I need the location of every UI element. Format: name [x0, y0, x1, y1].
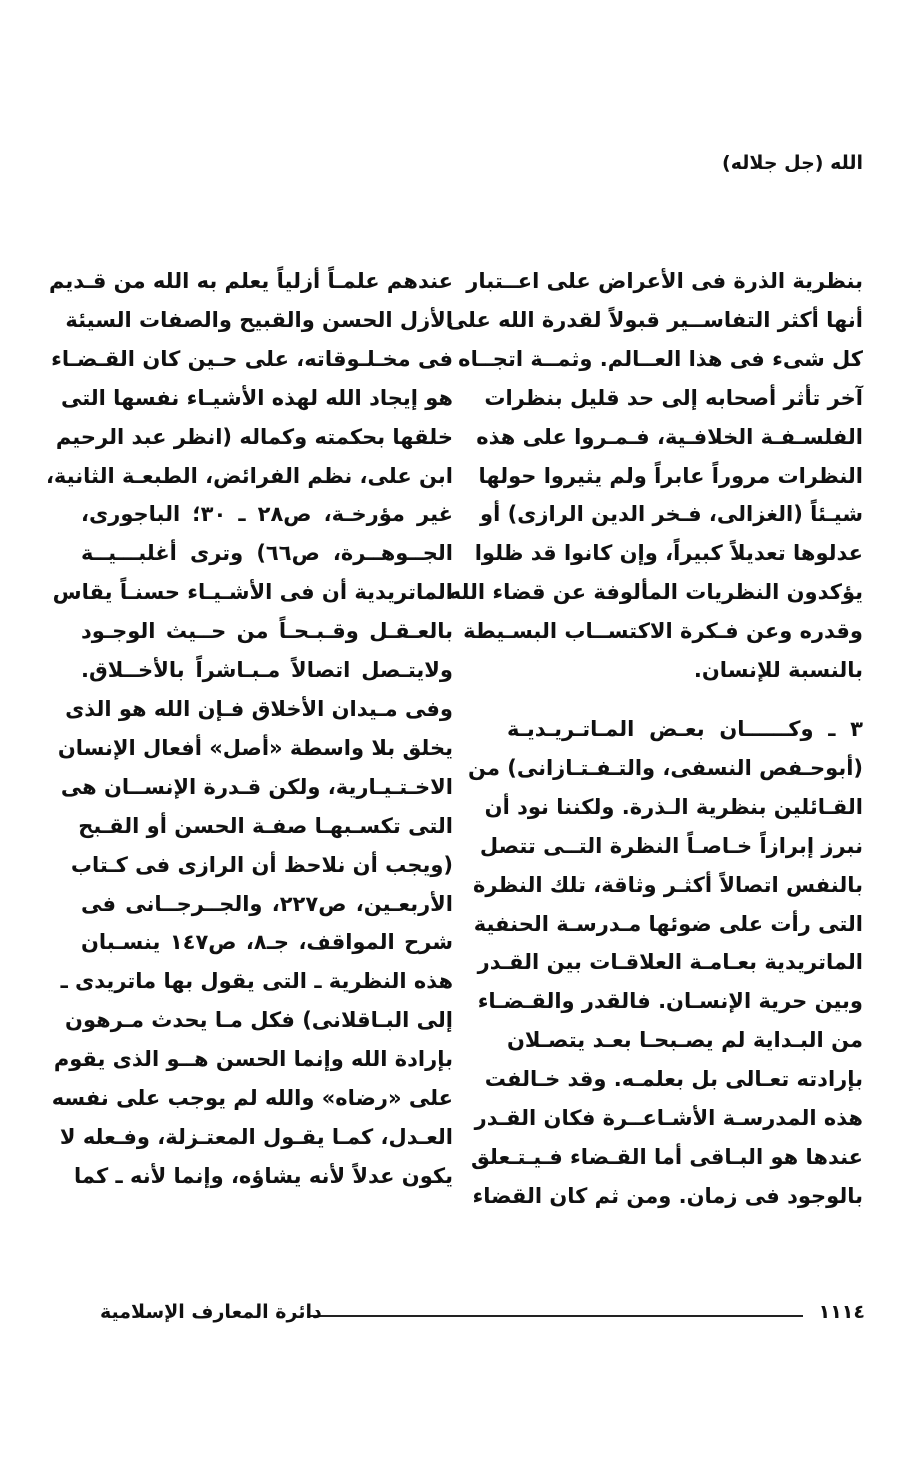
text-line: هو إيجاد الله لهذه الأشيـاء نفسها التى: [60, 385, 453, 410]
text-line: شرح المواقف، جـ٨، ص١٤٧ ينسـبان: [81, 930, 453, 955]
text-line: هذه النظرية ـ التى يقول بها ماتريدى ـ: [60, 969, 453, 994]
text-line: بالنسبة للإنسان.: [693, 658, 863, 683]
text-line: بإرادته تعـالى بل بعلمـه. وقد خـالفت: [484, 1067, 863, 1092]
footer-rule: [309, 1315, 803, 1317]
text-line: التى رأت على ضوئها مـدرسـة الحنفية: [473, 911, 863, 936]
text-line: الأربعـين، ص٢٢٧، والجــرجــانى فى: [81, 891, 454, 916]
text-line: وقدره وعن فـكرة الاكتســاب البسـيطة: [463, 619, 863, 644]
left-column: [45, 262, 454, 1196]
text-line: الجــوهــرة، ص٦٦) وترى أغلبـــيــة: [81, 541, 453, 566]
text-line: بالعـقـل وقـبـحـاً من حــيث الوجـود: [81, 619, 453, 644]
page-number: ١١١٤: [818, 1301, 865, 1323]
text-line: فى مخـلـوقاته، على حـين كان القـضـاء: [51, 346, 453, 371]
text-line: يؤكدون النظريات المألوفة عن قضاء الله: [448, 580, 863, 605]
text-line: ولايتـصل اتصالاً مـبـاشراً بالأخــلاق.: [81, 658, 453, 683]
text-line: بإرادة الله وإنما الحسن هــو الذى يقوم: [53, 1047, 453, 1072]
text-line: (ويجب أن نلاحظ أن الرازى فى كـتاب: [70, 852, 453, 877]
paragraph-gap: [507, 690, 863, 710]
text-line: على «رضاه» والله لم يوجب على نفسه: [51, 1086, 453, 1111]
text-line: بنظرية الذرة فى الأعراض على اعــتبار: [466, 269, 863, 293]
publication-title: دائرة المعارف الإسلامية: [100, 1301, 322, 1323]
text-line: ٣ ـ وكــــــان بعـض المـاتـريـديـة: [507, 716, 863, 741]
page-footer: [100, 1301, 865, 1331]
text-line: ابن على، نظم الفرائض، الطبعـة الثانية،: [45, 463, 453, 488]
text-line: الماتريدية بعـامـة العلاقـات بين القـدر: [477, 950, 863, 975]
text-line: الماتريدية أن فى الأشـيـاء حسنـاً يقاس: [52, 580, 453, 605]
text-line: النظرات مروراً عابراً ولم يثيروا حولها: [478, 463, 863, 488]
text-line: يكون عدلاً لأنه يشاؤه، وإنما لأنه ـ كما: [73, 1163, 453, 1188]
text-line: التى تكسـبهـا صفـة الحسن أو القـبح: [78, 813, 453, 838]
text-line: إلى البـاقلانى) فكل مـا يحدث مـرهون: [65, 1008, 453, 1033]
text-line: أنها أكثر التفاســير قبولاً لقدرة الله على: [446, 307, 863, 332]
text-line: غير مؤرخـة، ص٢٨ ـ ٣٠؛ الباجورى،: [81, 502, 453, 527]
text-line: عندها هو البـاقى أما القـضاء فـيـتـعلق: [470, 1144, 863, 1169]
text-line: وبين حرية الإنسـان. فالقدر والقـضـاء: [477, 989, 863, 1014]
text-line: من البـداية لم يصـبحـا بعـد يتصـلان: [507, 1028, 863, 1053]
paragraph: [468, 710, 863, 1216]
text-line: نبرز إبرازاً خـاصـاً النظرة التــى تتصل: [479, 833, 863, 858]
running-head: الله (جل جلاله): [722, 152, 863, 174]
right-column: [446, 262, 863, 1216]
text-line: بالنفس اتصالاً أكثـر وثاقة، تلك النظرة: [473, 872, 863, 897]
text-line: وفى مـيدان الأخلاق فـإن الله هو الذى: [65, 696, 453, 721]
text-line: بالوجود فى زمان. ومن ثم كان القضاء: [472, 1183, 863, 1208]
text-line: عدلوها تعديلاً كبيراً، وإن كانوا قد ظلوا: [474, 541, 863, 566]
text-line: عندهم علمـاً أزلياً يعلم به الله من قـديم: [48, 269, 453, 293]
text-line: آخر تأثر أصحابه إلى حد قليل بنظرات: [484, 385, 863, 410]
text-line: الاخـتـيـارية، ولكن قـدرة الإنســان هى: [60, 774, 453, 799]
text-line: (أبوحـفص النسفى، والتـفـتـازانى) من: [468, 755, 863, 780]
text-line: العـدل، كمـا يقـول المعتـزلة، وفـعله لا: [59, 1124, 453, 1149]
text-line: خلقها بحكمته وكماله (انظر عبد الرحيم: [55, 424, 453, 449]
text-line: يخلق بلا واسطة «أصل» أفعال الإنسان: [57, 735, 453, 760]
text-line: هذه المدرسـة الأشـاعــرة فكان القـدر: [474, 1106, 863, 1131]
paragraph: [446, 262, 863, 690]
text-line: الفلسـفـة الخلافـية، فـمـروا على هذه: [476, 424, 863, 449]
text-line: شيـئاً (الغزالى، فـخر الدين الرازى) أو: [480, 502, 863, 527]
text-line: كل شىء فى هذا العــالم. وثمــة اتجــاه: [458, 346, 863, 371]
text-line: الأزل الحسن والقبيح والصفات السيئة: [65, 307, 453, 332]
text-line: القـائلين بنظرية الـذرة. ولكننا نود أن: [484, 794, 863, 819]
